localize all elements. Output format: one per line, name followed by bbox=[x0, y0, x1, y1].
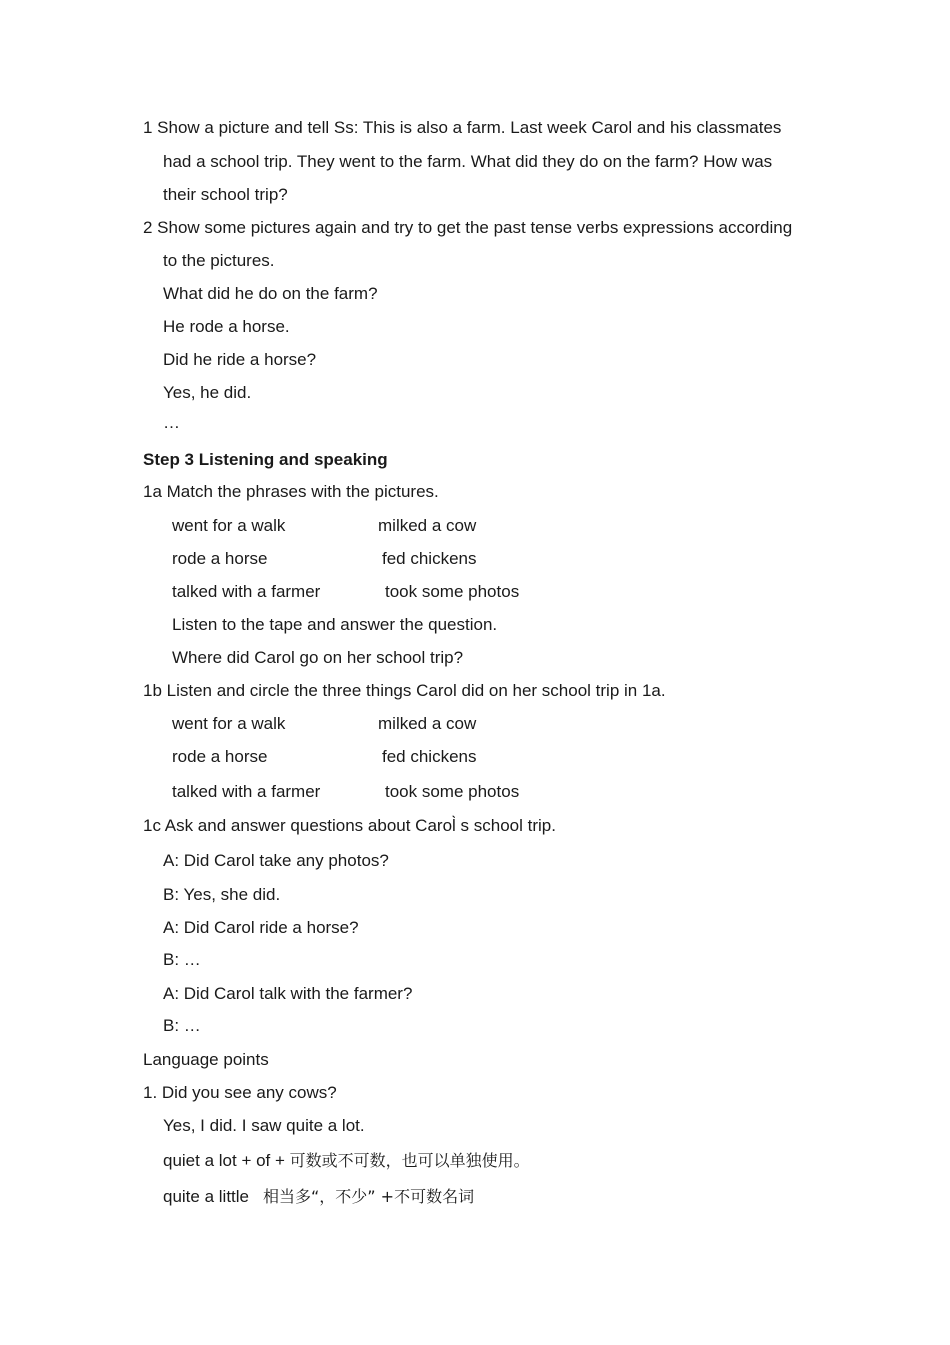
ex1b-phrase-3-right: took some photos bbox=[385, 782, 520, 801]
ex1a-phrase-2-right: fed chickens bbox=[382, 549, 477, 568]
intro-item1-line2: had a school trip. They went to the farm. What did they do on the farm? How was bbox=[163, 152, 773, 171]
ex1c-dialogue-line-1: A: Did Carol take any photos? bbox=[163, 851, 389, 870]
ex1a-listen-instruction: Listen to the tape and answer the question. bbox=[172, 615, 498, 634]
ex1c-dialogue-line-5: A: Did Carol talk with the farmer? bbox=[163, 984, 413, 1003]
intro-answer-2: Yes, he did. bbox=[163, 383, 252, 402]
ex1b-phrase-2-right: fed chickens bbox=[382, 747, 477, 766]
ex1a-phrase-3-left: talked with a farmer bbox=[172, 582, 321, 601]
ex1b-title: 1b Listen and circle the three things Carol did on her school trip in 1a. bbox=[143, 681, 666, 700]
step3-heading: Step 3 Listening and speaking bbox=[143, 450, 388, 469]
ex1c-dialogue-line-4: B: … bbox=[163, 950, 201, 969]
ex1c-title: 1c Ask and answer questions about Carol̀ s school trip. bbox=[143, 816, 556, 835]
ex1a-question: Where did Carol go on her school trip? bbox=[172, 648, 464, 667]
language-note-1-en: quiet a lot + of + bbox=[163, 1151, 290, 1170]
ex1c-dialogue-line-2: B: Yes, she did. bbox=[163, 885, 281, 904]
intro-item2-line1: 2 Show some pictures again and try to get the past tense verbs expressions according bbox=[143, 218, 793, 237]
intro-question-2: Did he ride a horse? bbox=[163, 350, 317, 369]
ex1a-phrase-1-left: went for a walk bbox=[172, 516, 286, 535]
ex1b-phrase-3-left: talked with a farmer bbox=[172, 782, 321, 801]
intro-item1-line1: 1 Show a picture and tell Ss: This is also a farm. Last week Carol and his classmates bbox=[143, 118, 782, 137]
ex1b-phrase-2-left: rode a horse bbox=[172, 747, 268, 766]
ex1b-phrase-1-right: milked a cow bbox=[378, 714, 477, 733]
language-note-1 bbox=[163, 1151, 530, 1171]
ex1c-dialogue-line-3: A: Did Carol ride a horse? bbox=[163, 918, 359, 937]
language-note-1-cn: 可数或不可数，也可以单独使用。 bbox=[289, 1151, 530, 1170]
intro-answer-1: He rode a horse. bbox=[163, 317, 290, 336]
ex1c-dialogue-line-6: B: … bbox=[163, 1016, 201, 1035]
intro-item2-line2: to the pictures. bbox=[163, 251, 275, 270]
intro-question-1: What did he do on the farm? bbox=[163, 284, 378, 303]
ex1b-phrase-1-left: went for a walk bbox=[172, 714, 286, 733]
intro-item1-line3: their school trip? bbox=[163, 185, 288, 204]
language-note-2-en: quite a little bbox=[163, 1187, 249, 1206]
language-note-2 bbox=[163, 1187, 474, 1207]
ex1a-phrase-1-right: milked a cow bbox=[378, 516, 477, 535]
language-point-1-answer: Yes, I did. I saw quite a lot. bbox=[163, 1116, 365, 1135]
language-note-2-cn: 相当多“，不少” +不可数名词 bbox=[263, 1187, 475, 1206]
language-point-1: 1. Did you see any cows? bbox=[143, 1083, 337, 1102]
ex1a-title: 1a Match the phrases with the pictures. bbox=[143, 482, 439, 501]
language-points-heading: Language points bbox=[143, 1050, 269, 1069]
ex1a-phrase-2-left: rode a horse bbox=[172, 549, 268, 568]
ex1a-phrase-3-right: took some photos bbox=[385, 582, 520, 601]
intro-ellipsis: … bbox=[163, 413, 180, 432]
